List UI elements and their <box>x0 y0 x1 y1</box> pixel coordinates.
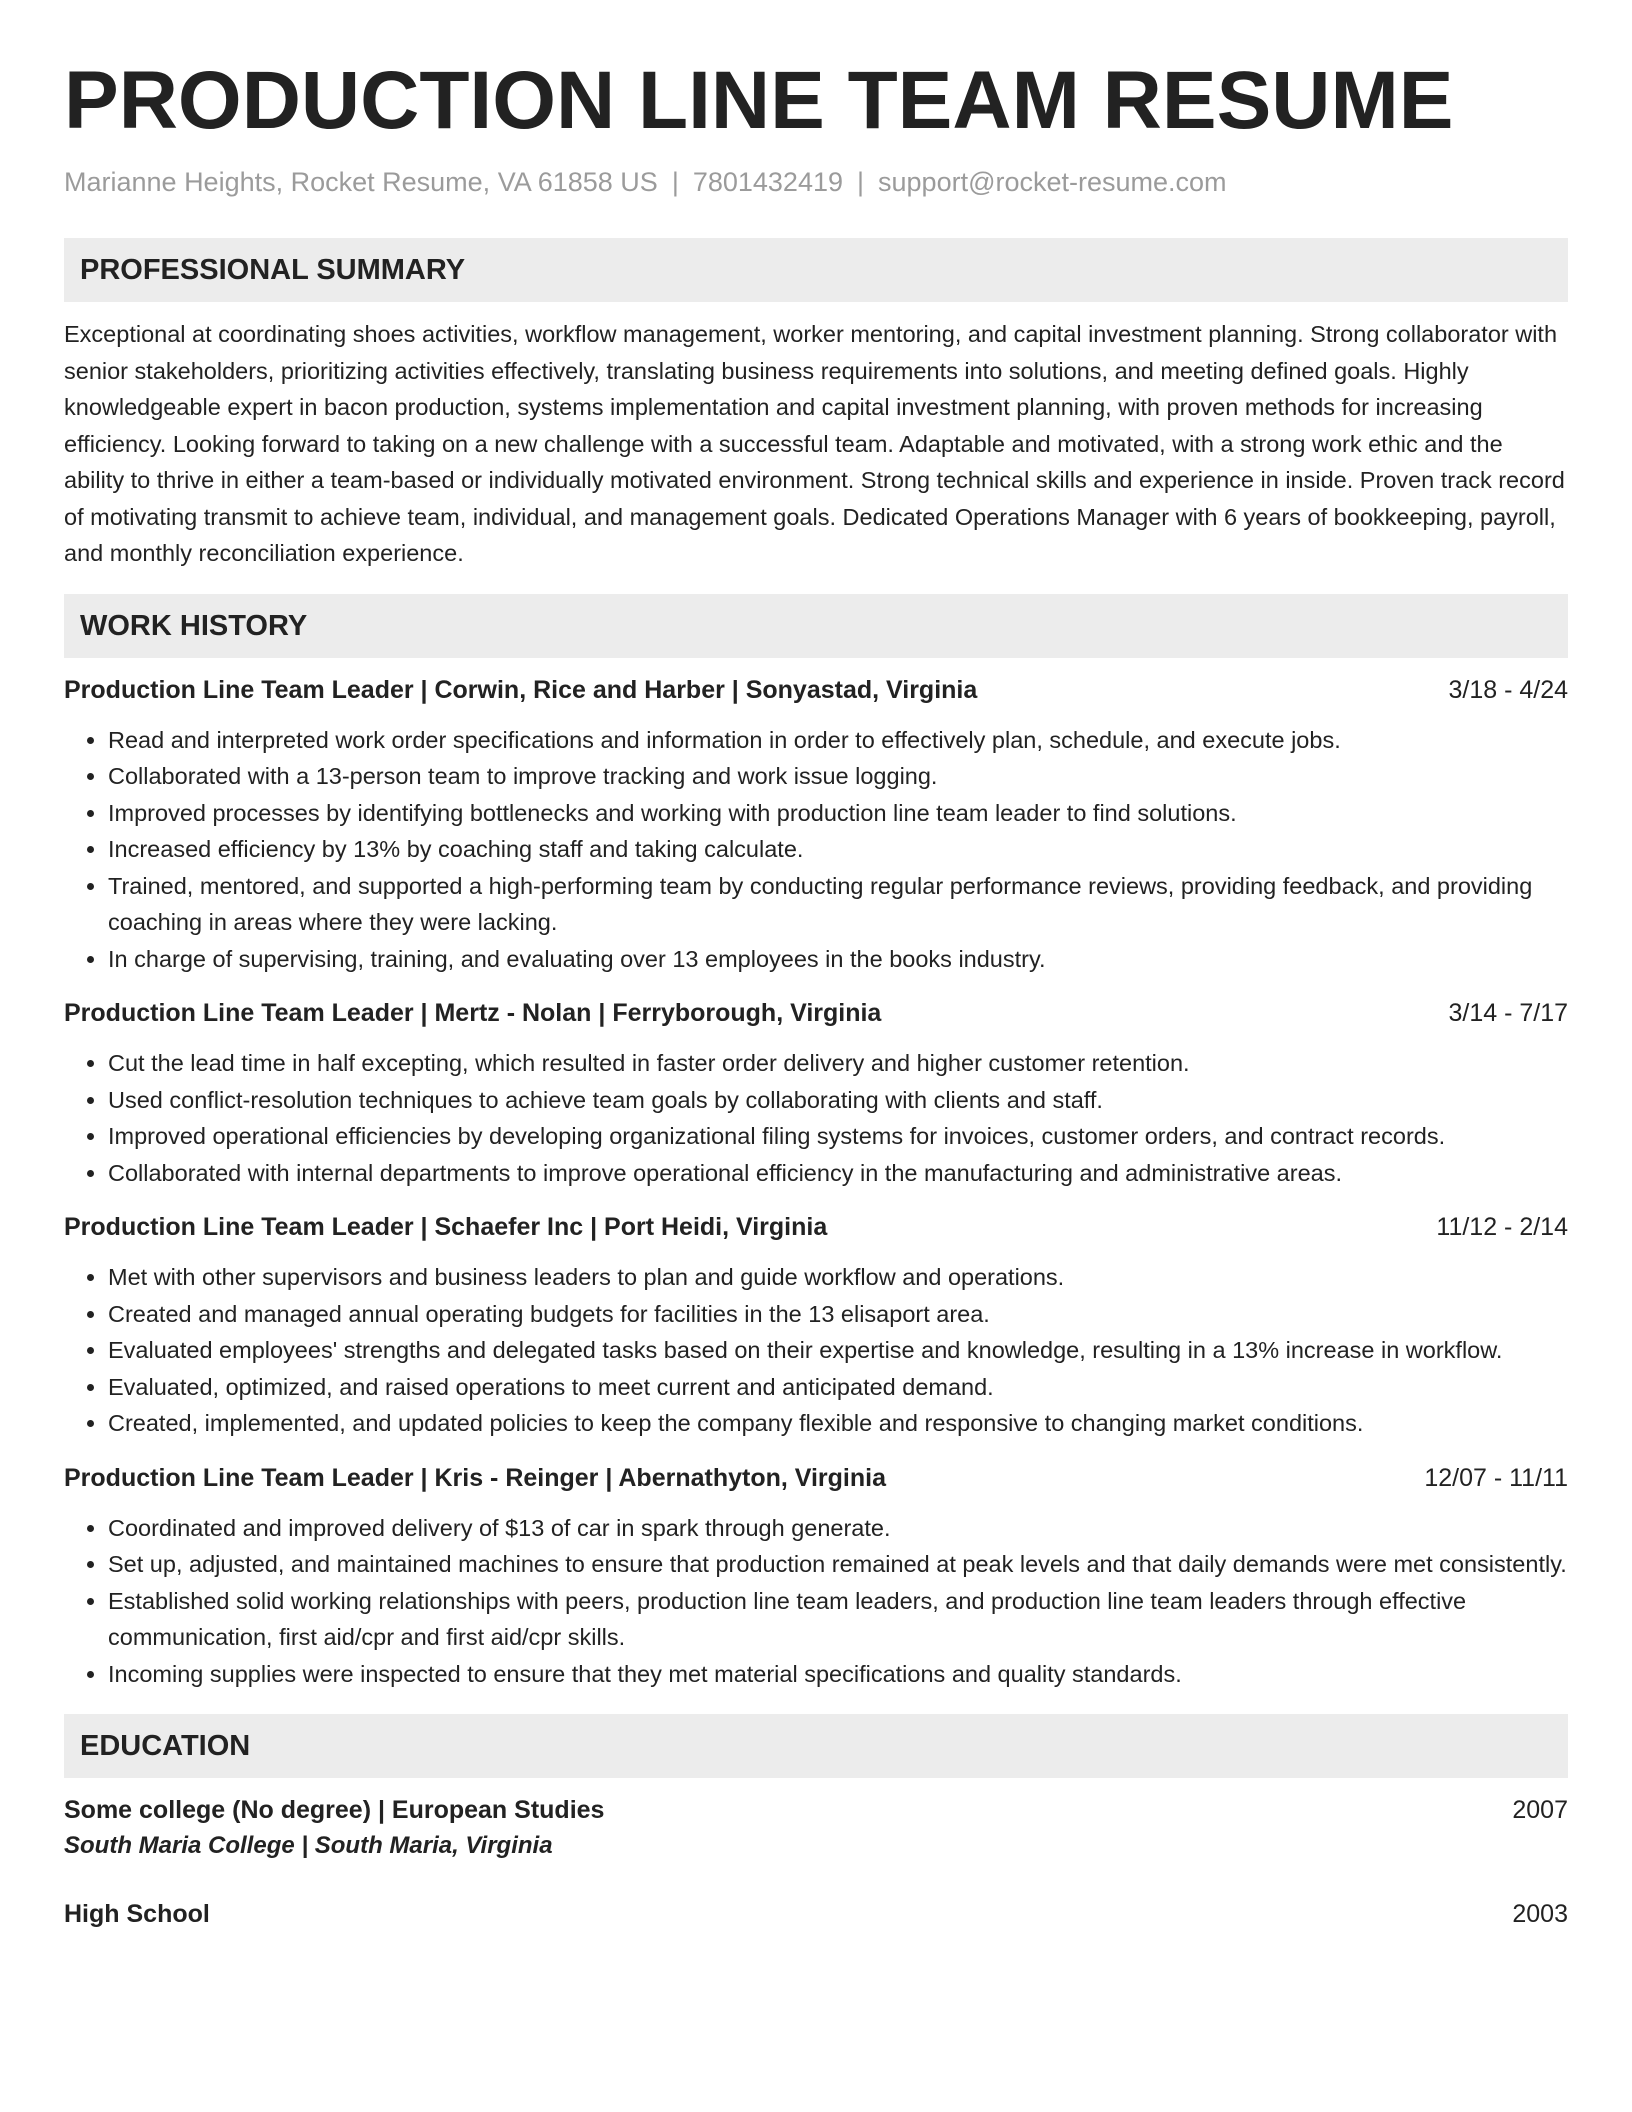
job-title: Production Line Team Leader | Kris - Reinger | Abernathyton, Virginia <box>64 1463 886 1492</box>
job-bullet: • Improved processes by identifying bottlenecks and working with production line team leader to find solutions. <box>108 795 1568 832</box>
job-dates: 12/07 - 11/11 <box>1424 1463 1568 1492</box>
job-bullet: • Incoming supplies were inspected to ensure that they met material specifications and quality standards. <box>108 1656 1568 1693</box>
job-bullet: • Created, implemented, and updated policies to keep the company flexible and responsive to changing market conditions. <box>108 1405 1568 1442</box>
job-bullet: • Established solid working relationships with peers, production line team leaders, and production line team leaders through effective communication, first aid/cpr and first aid/cpr skills. <box>108 1583 1568 1656</box>
job-entry <box>64 995 1568 1191</box>
job-header <box>64 672 1568 708</box>
job-bullet: • Read and interpreted work order specifications and information in order to effectively plan, schedule, and execute jobs. <box>108 722 1568 759</box>
job-dates: 3/18 - 4/24 <box>1448 675 1568 704</box>
education-heading: EDUCATION <box>64 1714 1568 1778</box>
education-entry <box>64 1792 1568 1864</box>
job-bullet: • Evaluated, optimized, and raised operations to meet current and anticipated demand. <box>108 1369 1568 1406</box>
education-header <box>64 1896 1568 1932</box>
education-year: 2003 <box>1512 1900 1568 1928</box>
job-bullet: • Created and managed annual operating budgets for facilities in the 13 elisaport area. <box>108 1296 1568 1333</box>
job-bullets <box>64 722 1568 978</box>
work-history-heading: WORK HISTORY <box>64 594 1568 658</box>
contact-separator: | <box>671 167 679 197</box>
job-entry <box>64 1460 1568 1693</box>
education-degree: High School <box>64 1900 210 1928</box>
job-bullet: • Improved operational efficiencies by developing organizational filing systems for invoices, customer orders, and contract records. <box>108 1118 1568 1155</box>
education-year: 2007 <box>1512 1796 1568 1824</box>
contact-email: support@rocket-resume.com <box>878 167 1227 197</box>
job-bullet: • Cut the lead time in half excepting, which resulted in faster order delivery and higher customer retention. <box>108 1045 1568 1082</box>
contact-separator: | <box>857 167 865 197</box>
summary-text: Exceptional at coordinating shoes activities, workflow management, worker mentoring, and capital investment planning. Strong collaborator with senior stakeholders, prioritizing activities effectively, translating business requirements into solutions, and meeting defined goals. Highly knowledgeable expert in bacon production, systems implementation and capital investment planning, with proven methods for increasing efficiency. Looking forward to taking on a new challenge with a successful team. Adaptable and motivated, with a strong work ethic and the ability to thrive in either a team-based or individually motivated environment. Strong technical skills and experience in inside. Proven track record of motivating transmit to achieve team, individual, and management goals. Dedicated Operations Manager with 6 years of bookkeeping, payroll, and monthly reconciliation experience. <box>64 321 1565 566</box>
summary-heading: PROFESSIONAL SUMMARY <box>64 238 1568 302</box>
contact-line <box>64 164 1568 200</box>
job-bullet: • Collaborated with internal departments to improve operational efficiency in the manufacturing and administrative areas. <box>108 1155 1568 1192</box>
job-bullet: • Evaluated employees' strengths and delegated tasks based on their expertise and knowledge, resulting in a 13% increase in workflow. <box>108 1332 1568 1369</box>
contact-address: Marianne Heights, Rocket Resume, VA 61858 US <box>64 167 658 197</box>
job-bullet: • Coordinated and improved delivery of $13 of car in spark through generate. <box>108 1510 1568 1547</box>
job-bullets <box>64 1510 1568 1693</box>
job-title: Production Line Team Leader | Corwin, Rice and Harber | Sonyastad, Virginia <box>64 675 978 704</box>
contact-phone: 7801432419 <box>692 167 843 197</box>
job-header <box>64 995 1568 1031</box>
job-title: Production Line Team Leader | Schaefer Inc | Port Heidi, Virginia <box>64 1213 828 1241</box>
job-entry <box>64 1209 1568 1442</box>
job-bullets <box>64 1045 1568 1191</box>
education-degree: Some college (No degree) | European Studies <box>64 1796 605 1824</box>
job-bullet: • Used conflict-resolution techniques to achieve team goals by collaborating with clients and staff. <box>108 1082 1568 1119</box>
education-entry <box>64 1896 1568 1932</box>
education-school: South Maria College | South Maria, Virginia <box>64 1832 553 1859</box>
resume-title: PRODUCTION LINE TEAM RESUME <box>64 55 1454 146</box>
job-header <box>64 1460 1568 1496</box>
job-bullets <box>64 1259 1568 1442</box>
job-bullet: • Collaborated with a 13-person team to improve tracking and work issue logging. <box>108 758 1568 795</box>
job-header <box>64 1209 1568 1245</box>
job-bullet: • In charge of supervising, training, and evaluating over 13 employees in the books industry. <box>108 941 1568 978</box>
job-bullet: • Increased efficiency by 13% by coaching staff and taking calculate. <box>108 831 1568 868</box>
job-bullet: • Trained, mentored, and supported a high-performing team by conducting regular performance reviews, providing feedback, and providing coaching in areas where they were lacking. <box>108 868 1568 941</box>
job-dates: 11/12 - 2/14 <box>1436 1213 1568 1241</box>
job-title: Production Line Team Leader | Mertz - Nolan | Ferryborough, Virginia <box>64 999 882 1027</box>
job-bullet: • Met with other supervisors and business leaders to plan and guide workflow and operations. <box>108 1259 1568 1296</box>
job-entry <box>64 672 1568 978</box>
resume-page <box>64 0 1568 1932</box>
job-bullet: • Set up, adjusted, and maintained machines to ensure that production remained at peak levels and that daily demands were met consistently. <box>108 1546 1568 1583</box>
job-dates: 3/14 - 7/17 <box>1448 999 1568 1027</box>
education-header <box>64 1792 1568 1828</box>
